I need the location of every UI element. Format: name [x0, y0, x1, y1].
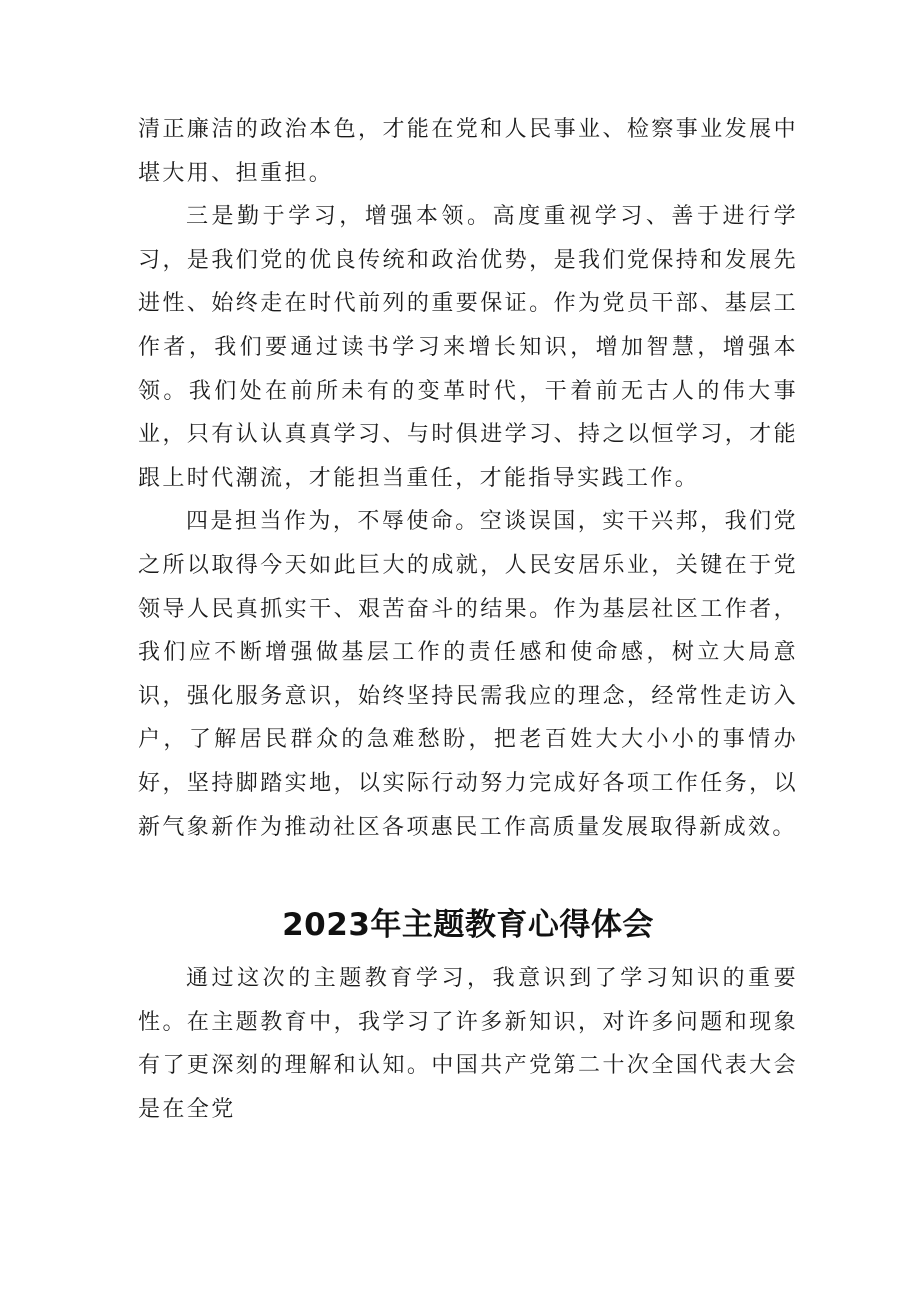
section-heading: 2023年主题教育心得体会	[282, 907, 654, 944]
paragraph-intro: 通过这次的主题教育学习，我意识到了学习知识的重要性。在主题教育中，我学习了许多新知识，对许多问题和现象有了更深刻的理解和认知。中国共产党第二十次全国代表大会是在全党	[138, 966, 798, 1122]
paragraph-study: 三是勤于学习，增强本领。高度重视学习、善于进行学习，是我们党的优良传统和政治优势，是我们党保持和发展先进性、始终走在时代前列的重要保证。作为党员干部、基层工作者，我们要通过读书学习来增长知识，增加智慧，增强本领。我们处在前所未有的变革时代，干着前无古人的伟大事业，只有认认真真学习、与时俱进学习、持之以恒学习，才能跟上时代潮流，才能担当重任，才能指导实践工作。	[138, 204, 798, 491]
paragraph-continuation: 清正廉洁的政治本色，才能在党和人民事业、检察事业发展中堪大用、担重担。	[138, 117, 798, 186]
document-page	[138, 108, 798, 1131]
paragraph-responsibility: 四是担当作为，不辱使命。空谈误国，实干兴邦，我们党之所以取得今天如此巨大的成就，人民安居乐业，关键在于党领导人民真抓实干、艰苦奋斗的结果。作为基层社区工作者，我们应不断增强做基层工作的责任感和使命感，树立大局意识，强化服务意识，始终坚持民需我应的理念，经常性走访入户，了解居民群众的急难愁盼，把老百姓大大小小的事情办好，坚持脚踏实地，以实际行动努力完成好各项工作任务，以新气象新作为推动社区各项惠民工作高质量发展取得新成效。	[138, 509, 798, 840]
